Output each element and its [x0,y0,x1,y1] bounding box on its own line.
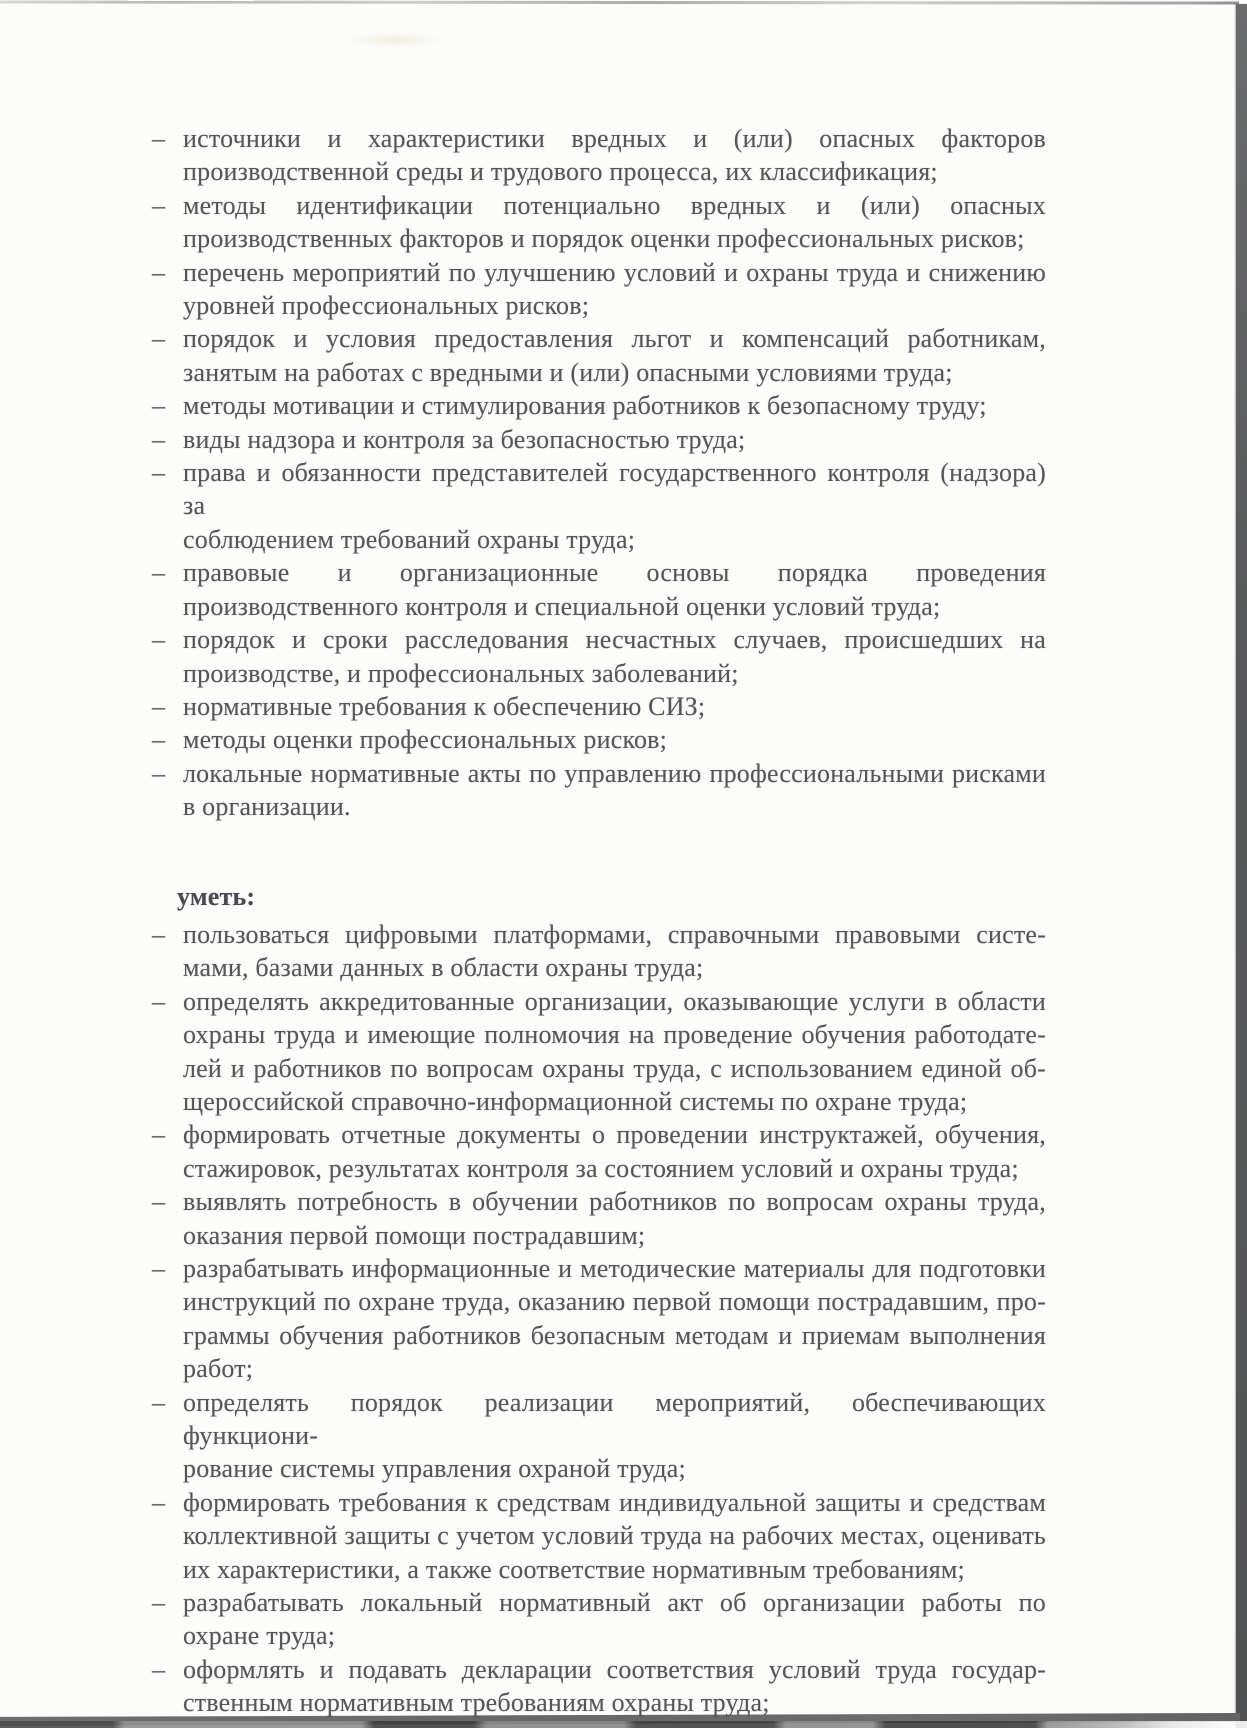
list-item [152,985,1046,1119]
item-line: формировать отчетные документы о проведении инструктажей, обучения, [183,1120,1046,1150]
bullet-dash-icon: – [152,1254,166,1283]
item-line: граммы обучения работников безопасным методам и приемам выполнения [183,1320,1046,1350]
list-item [152,189,1046,256]
item-line: охраны труда и имеющие полномочия на проведение обучения работодате- [183,1020,1046,1050]
list-item [152,623,1046,690]
item-line: источники и характеристики вредных и (или) опасных факторов [183,124,1046,153]
list-item [152,690,1046,723]
list-item [152,1586,1046,1653]
item-line: занятым на работах с вредными и (или) опасными условиями труда; [183,357,953,387]
item-line: стажировок, результатах контроля за состоянием условий и охраны труда; [183,1153,1019,1183]
document-section [152,122,1046,824]
bullet-dash-icon: – [152,124,166,153]
item-line: права и обязанности представителей государственного контроля (надзора) за [183,458,1046,521]
bullet-dash-icon: – [152,324,166,354]
list-item [152,1653,1046,1720]
bullet-dash-icon: – [152,424,166,454]
item-line: методы идентификации потенциально вредных и (или) опасных [183,190,1046,220]
bullet-dash-icon: – [152,691,166,721]
bullet-dash-icon: – [152,758,166,788]
bullet-dash-icon: – [152,257,166,287]
item-line: инструкций по охране труда, оказанию первой помощи пострадавшим, про- [183,1287,1046,1317]
item-line: лей и работников по вопросам охраны труда, с использованием единой об- [183,1053,1046,1083]
item-line: разрабатывать локальный нормативный акт об организации работы по [183,1588,1046,1618]
item-line: коллективной защиты с учетом условий труда на рабочих местах, оценивать [183,1521,1046,1551]
item-line: уровней профессиональных рисков; [183,291,590,321]
item-line: определять аккредитованные организации, оказывающие услуги в области [183,986,1046,1016]
list-item [152,389,1046,422]
bullet-dash-icon: – [152,1120,166,1150]
list-item [152,423,1046,456]
bullet-dash-icon: – [152,1487,166,1517]
item-line: порядок и сроки расследования несчастных случаев, происшедших на [183,625,1046,655]
section-heading: уметь: [177,881,256,911]
item-line: разрабатывать информационные и методические материалы для подготовки [183,1254,1046,1283]
item-line: оказания первой помощи пострадавшим; [183,1220,646,1250]
bullet-dash-icon: – [152,190,166,220]
list-item [152,456,1046,556]
item-line: пользоваться цифровыми платформами, справочными правовыми систе- [183,919,1046,949]
list-item [152,122,1046,189]
item-line: перечень мероприятий по улучшению условий и охраны труда и снижению [183,257,1046,287]
bullet-list [152,122,1046,824]
document-content [152,122,1046,1720]
bullet-dash-icon: – [152,458,166,488]
list-item [152,918,1046,985]
item-line: производственной среды и трудового процесса, их классификация; [183,157,938,187]
bullet-dash-icon: – [152,391,166,421]
item-line: в организации. [183,792,351,822]
item-line: рование системы управления охраной труда; [183,1454,686,1484]
item-line: охране труда; [183,1621,336,1651]
item-line: производственных факторов и порядок оценки профессиональных рисков; [183,224,1025,254]
scan-bottom-edge-strip [0,1721,1247,1728]
scan-top-edge-line [0,0,1239,4]
bullet-dash-icon: – [152,919,166,949]
bullet-list [152,918,1046,1720]
item-line: локальные нормативные акты по управлению профессиональными рисками [183,758,1046,788]
list-item [152,256,1046,323]
item-line: виды надзора и контроля за безопасностью труда; [183,424,746,454]
item-line: производстве, и профессиональных заболеваний; [183,658,739,688]
item-line: методы мотивации и стимулирования работников к безопасному труду; [183,391,987,421]
list-item [152,723,1046,756]
list-item [152,1252,1046,1386]
paper-smudge [340,32,450,48]
item-line: работ; [183,1354,254,1384]
item-line: порядок и условия предоставления льгот и компенсаций работникам, [183,324,1046,354]
bullet-dash-icon: – [152,986,166,1016]
item-line: ственным нормативным требованиям охраны труда; [183,1688,770,1718]
list-item [152,1486,1046,1586]
document-section [152,880,1046,1720]
list-item [152,757,1046,824]
item-line: формировать требования к средствам индивидуальной защиты и средствам [183,1487,1046,1517]
bullet-dash-icon: – [152,1187,166,1217]
item-line: производственного контроля и специальной оценки условий труда; [183,591,941,621]
item-line: щероссийской справочно-информационной системы по охране труда; [183,1086,968,1116]
item-line: нормативные требования к обеспечению СИЗ; [183,691,706,721]
list-item [152,1386,1046,1486]
list-item [152,322,1046,389]
list-item [152,1118,1046,1185]
bullet-dash-icon: – [152,1387,166,1417]
bullet-dash-icon: – [152,1588,166,1618]
list-item [152,1185,1046,1252]
item-line: правовые и организационные основы порядка проведения [183,558,1046,588]
item-line: определять порядок реализации мероприятий, обеспечивающих функциони- [183,1387,1046,1451]
item-line: соблюдением требований охраны труда; [183,524,636,554]
item-line: оформлять и подавать декларации соответствия условий труда государ- [183,1654,1046,1684]
scan-right-edge-bar [1236,4,1247,1728]
list-item [152,556,1046,623]
item-line: методы оценки профессиональных рисков; [183,725,668,755]
bullet-dash-icon: – [152,625,166,655]
item-line: мами, базами данных в области охраны труда; [183,953,704,983]
bullet-dash-icon: – [152,725,166,755]
bullet-dash-icon: – [152,1654,166,1684]
item-line: их характеристики, а также соответствие нормативным требованиям; [183,1554,965,1584]
bullet-dash-icon: – [152,558,166,588]
item-line: выявлять потребность в обучении работников по вопросам охраны труда, [183,1187,1046,1217]
